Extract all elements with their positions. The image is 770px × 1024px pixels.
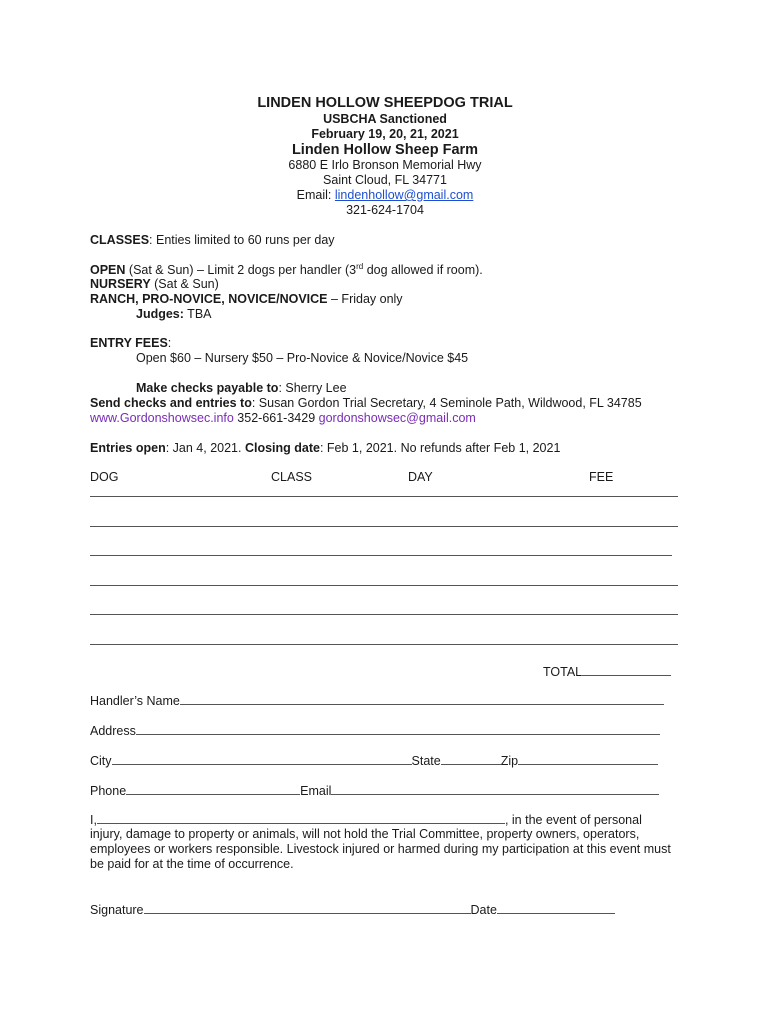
payable-label: Make checks payable to: [136, 381, 279, 395]
ranch-class-label: RANCH, PRO-NOVICE, NOVICE/NOVICE: [90, 292, 328, 306]
closing-date-text: : Feb 1, 2021. No refunds after Feb 1, 2021: [319, 441, 561, 455]
entry-row-line[interactable]: [90, 614, 678, 615]
secretary-phone: 352-661-3429: [233, 411, 319, 425]
send-entries-label: Send checks and entries to: [90, 396, 252, 410]
ranch-class-text: – Friday only: [327, 292, 403, 306]
zip-input-line[interactable]: [518, 753, 658, 765]
classes-line: [90, 233, 335, 248]
entry-fees-heading: [90, 336, 171, 351]
phone-email-field: [90, 783, 659, 799]
payable-line: [136, 381, 347, 396]
entries-open-label: Entries open: [90, 441, 166, 455]
city-state-zip-field: [90, 753, 658, 769]
judges-text: TBA: [183, 307, 212, 321]
venue-name: Linden Hollow Sheep Farm: [291, 142, 479, 158]
trial-dates: February 19, 20, 21, 2021: [311, 127, 459, 141]
classes-label: CLASSES: [90, 233, 150, 247]
entries-dates-line: [90, 441, 560, 456]
venue-address-line1: 6880 E Irlo Bronson Memorial Hwy: [288, 158, 482, 172]
secretary-website-link[interactable]: www.Gordonshowsec.info: [90, 411, 234, 425]
venue-email-link[interactable]: lindenhollow@gmail.com: [334, 188, 474, 202]
city-label: City: [90, 754, 112, 768]
waiver-text: injury, damage to property or animals, will not hold the Trial Committee, property owners, operators, employees or workers responsible. Livestock injured or harmed during my participation at this event must be paid for at the time of occurrence.: [90, 827, 671, 872]
judges-label: Judges:: [136, 307, 184, 321]
email-label: Email:: [296, 188, 335, 202]
handler-email-label: Email: [300, 784, 332, 798]
total-field: [543, 664, 671, 680]
entry-row-line[interactable]: [90, 585, 678, 586]
column-header-day: DAY: [408, 470, 433, 484]
waiver-suffix: , in the event of personal: [504, 813, 642, 827]
judges-line: [136, 307, 212, 322]
payable-text: : Sherry Lee: [278, 381, 347, 395]
waiver-prefix: I,: [90, 813, 97, 827]
handler-name-label: Handler’s Name: [90, 694, 180, 708]
signature-label: Signature: [90, 903, 144, 917]
entry-row-line[interactable]: [90, 644, 678, 645]
waiver-name-input-line[interactable]: [97, 812, 505, 824]
handler-name-input-line[interactable]: [180, 693, 664, 705]
column-header-fee: FEE: [589, 470, 614, 484]
entry-fees-colon: :: [167, 336, 172, 350]
ranch-class-line: [90, 292, 403, 307]
venue-email-line: [0, 188, 770, 203]
open-class-line: [90, 263, 483, 278]
total-input-line[interactable]: [582, 664, 671, 676]
address-label: Address: [90, 724, 136, 738]
sanction-line: USBCHA Sanctioned: [323, 112, 447, 126]
date-input-line[interactable]: [497, 902, 615, 914]
state-input-line[interactable]: [441, 753, 501, 765]
entry-fees-label: ENTRY FEES: [90, 336, 168, 350]
classes-text: : Enties limited to 60 runs per day: [149, 233, 335, 247]
secretary-contact-line: [90, 411, 476, 426]
send-entries-line: [90, 396, 642, 411]
date-label: Date: [470, 903, 497, 917]
column-header-class: CLASS: [271, 470, 312, 484]
open-class-text: (Sat & Sun) – Limit 2 dogs per handler (3: [125, 263, 357, 277]
phone-label: Phone: [90, 784, 127, 798]
address-input-line[interactable]: [136, 723, 660, 735]
column-header-dog: DOG: [90, 470, 119, 484]
city-input-line[interactable]: [112, 753, 412, 765]
entries-open-text: : Jan 4, 2021.: [165, 441, 245, 455]
nursery-class-text: (Sat & Sun): [150, 277, 219, 291]
closing-date-label: Closing date: [244, 441, 320, 455]
entry-row-line[interactable]: [90, 526, 678, 527]
nursery-class-label: NURSERY: [90, 277, 151, 291]
total-label: TOTAL: [543, 665, 583, 679]
entry-row-line[interactable]: [90, 555, 672, 556]
signature-date-field: [90, 902, 615, 918]
phone-input-line[interactable]: [126, 783, 300, 795]
open-class-text-end: dog allowed if room).: [363, 263, 483, 277]
venue-address-line2: Saint Cloud, FL 34771: [323, 173, 447, 187]
signature-input-line[interactable]: [144, 902, 471, 914]
secretary-email-link[interactable]: gordonshowsec@gmail.com: [318, 411, 476, 425]
page-title: LINDEN HOLLOW SHEEPDOG TRIAL: [257, 95, 513, 111]
entry-row-line[interactable]: [90, 496, 678, 497]
zip-label: Zip: [500, 754, 519, 768]
waiver-name-line: [90, 812, 642, 828]
state-label: State: [411, 754, 441, 768]
open-class-label: OPEN: [90, 263, 126, 277]
handler-name-field: [90, 693, 664, 709]
venue-phone: 321-624-1704: [346, 203, 424, 217]
open-class-sup: rd: [356, 261, 364, 271]
nursery-class-line: [90, 277, 219, 292]
address-field: [90, 723, 660, 739]
send-entries-text: : Susan Gordon Trial Secretary, 4 Seminole Path, Wildwood, FL 34785: [251, 396, 642, 410]
handler-email-input-line[interactable]: [331, 783, 659, 795]
entry-fees-amounts: Open $60 – Nursery $50 – Pro-Novice & Novice/Novice $45: [136, 351, 469, 365]
